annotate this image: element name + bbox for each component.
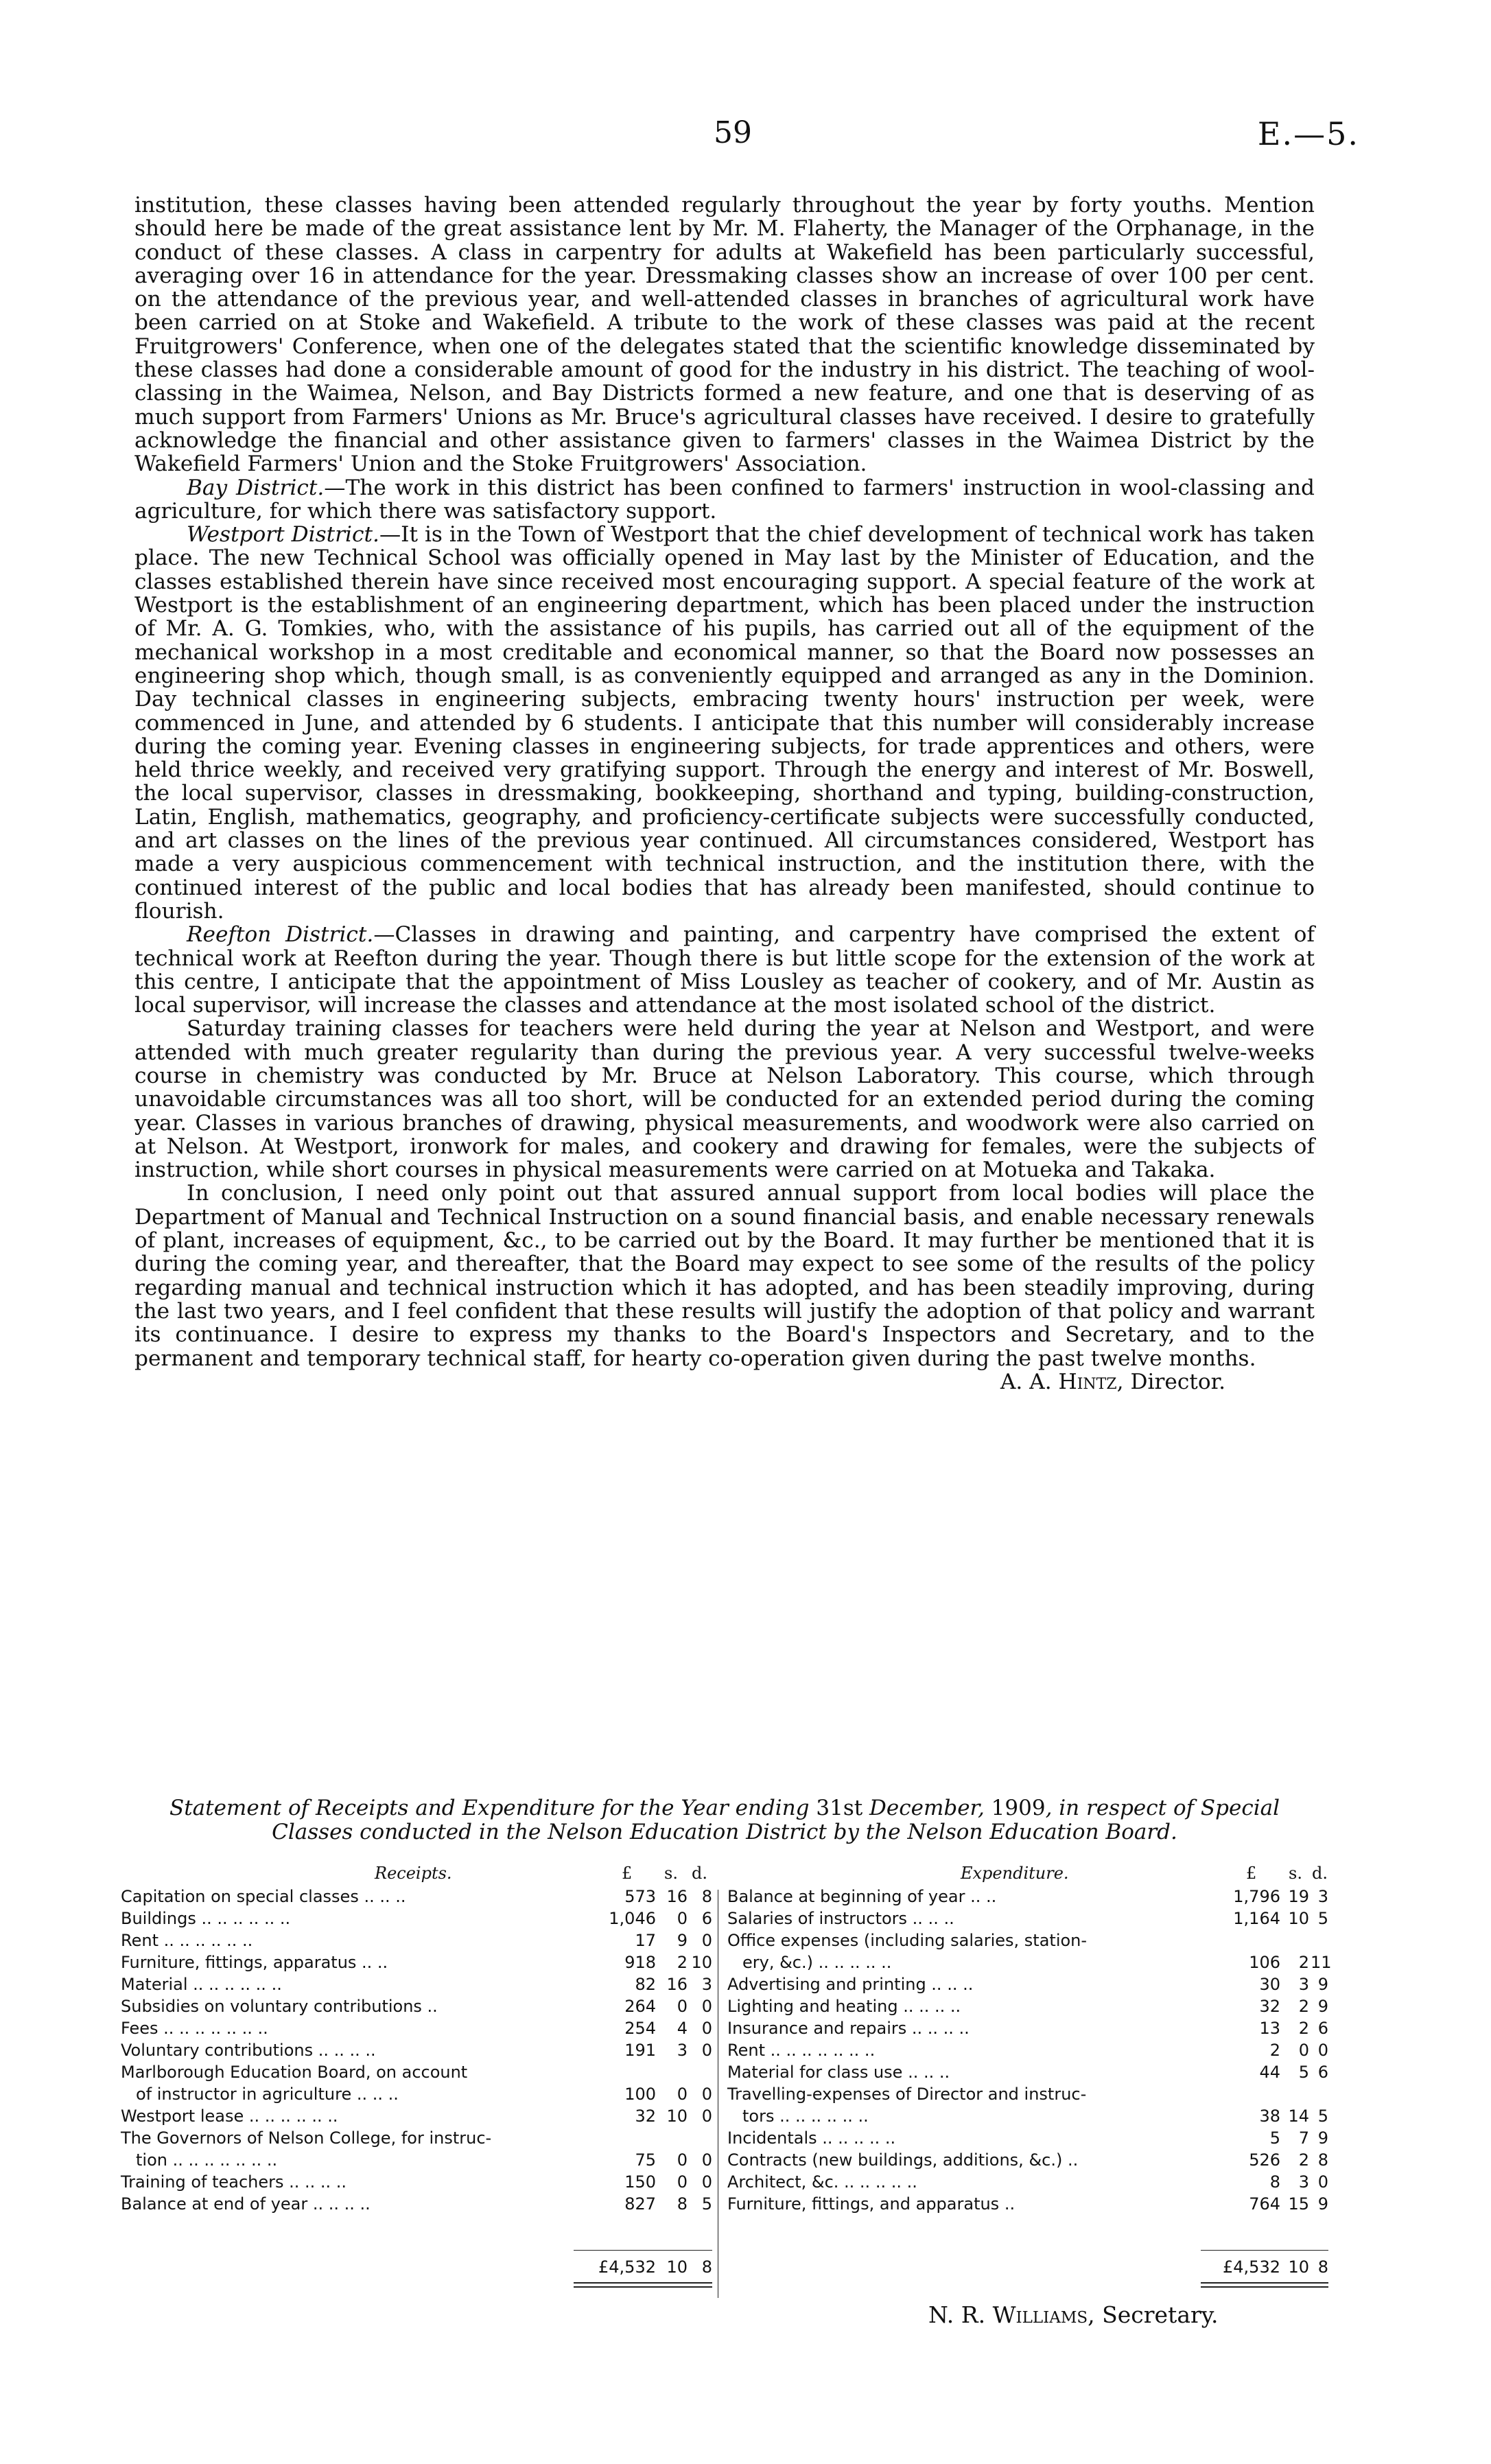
row-shillings: 0 xyxy=(677,2150,688,2170)
expenditure-rows xyxy=(727,1886,1332,2215)
row-label: The Governors of Nelson College, for instruc- xyxy=(121,2128,492,2148)
row-shillings: 0 xyxy=(677,1909,688,1928)
row-shillings: 9 xyxy=(677,1931,688,1950)
row-pounds: 1,046 xyxy=(609,1909,656,1928)
statement-row xyxy=(727,2127,1328,2149)
row-pence: 0 xyxy=(1317,2172,1328,2192)
total-pence: 8 xyxy=(701,2257,712,2277)
row-pounds: 264 xyxy=(624,1997,656,2016)
row-pence: 0 xyxy=(1317,2041,1328,2060)
statement-row xyxy=(121,2171,712,2193)
row-pounds: 17 xyxy=(635,1931,656,1950)
row-pounds: 106 xyxy=(1249,1953,1280,1972)
row-pence: 9 xyxy=(1317,1997,1328,2016)
district-text: —Classes in drawing and painting, and carpentry have comprised the extent of technical work at Reefton during the year. Though there is but little scope for the extension of the work at this centre, I anticipate that the appointment of Miss Lousley as teacher of cookery, and of Mr. Austin as local supervisor, will increase the classes and attendance at the most isolated school of the district. xyxy=(134,922,1315,1018)
row-pence: 6 xyxy=(701,1909,712,1928)
row-label: Contracts (new buildings, additions, &c.) .. xyxy=(727,2150,1079,2170)
row-pence: 6 xyxy=(1317,2063,1328,2082)
row-shillings: 0 xyxy=(1298,2041,1309,2060)
row-pence: 11 xyxy=(1311,1953,1332,1972)
statement-row xyxy=(121,1929,712,1951)
statement-row xyxy=(727,2171,1328,2193)
row-pence: 5 xyxy=(1317,1909,1328,1928)
statement-row xyxy=(121,1995,712,2017)
row-pounds: 5 xyxy=(1269,2128,1280,2148)
title-part: December, xyxy=(862,1796,991,1820)
row-label: Lighting and heating .. .. .. .. xyxy=(727,1997,961,2016)
statement-row xyxy=(727,2193,1328,2215)
row-shillings: 10 xyxy=(1288,1909,1309,1928)
row-shillings: 2 xyxy=(1298,1953,1309,1972)
statement-row xyxy=(727,2149,1328,2171)
title-part: 31st xyxy=(816,1796,863,1820)
statement-row xyxy=(121,2017,712,2039)
row-pounds: 8 xyxy=(1269,2172,1280,2192)
row-label: Furniture, fittings, and apparatus .. xyxy=(727,2194,1015,2214)
row-shillings: 3 xyxy=(1298,1975,1309,1994)
row-label: Material for class use .. .. .. xyxy=(727,2063,950,2082)
total-pounds: £4,532 xyxy=(1223,2257,1280,2277)
statement-row xyxy=(121,2061,712,2105)
row-pence: 6 xyxy=(1317,2019,1328,2038)
receipts-total-rule xyxy=(574,2250,712,2251)
total-shillings: 10 xyxy=(666,2257,688,2277)
row-pounds: 1,164 xyxy=(1233,1909,1280,1928)
pence-unit: d. xyxy=(1312,1864,1328,1883)
statement-row xyxy=(727,1929,1332,1973)
title-part: , in respect of Special xyxy=(1045,1796,1280,1820)
row-label: Salaries of instructors .. .. .. xyxy=(727,1909,954,1928)
total-shillings: 10 xyxy=(1288,2257,1309,2277)
statement-title-line-2: Classes conducted in the Nelson Education District by the Nelson Education Board. xyxy=(272,1820,1177,1844)
expenditure-double-rule xyxy=(1201,2282,1328,2288)
row-pence: 0 xyxy=(701,2041,712,2060)
row-shillings: 3 xyxy=(677,2041,688,2060)
expenditure-header xyxy=(727,1862,1328,1886)
row-shillings: 0 xyxy=(677,2172,688,2192)
statement-row xyxy=(727,1973,1328,1995)
row-shillings: 2 xyxy=(1298,2150,1309,2170)
row-label: Buildings .. .. .. .. .. .. xyxy=(121,1909,291,1928)
statement-row xyxy=(727,2061,1328,2083)
row-label: Travelling-expenses of Director and instruc- xyxy=(727,2085,1087,2104)
row-pence: 9 xyxy=(1317,1975,1328,1994)
signature-role: , Secretary. xyxy=(1088,2301,1219,2328)
statement-row xyxy=(727,1995,1328,2017)
row-pence: 0 xyxy=(701,2150,712,2170)
row-shillings: 3 xyxy=(1298,2172,1309,2192)
expenditure-total-rule xyxy=(1201,2250,1328,2251)
row-shillings: 5 xyxy=(1298,2063,1309,2082)
statement-row xyxy=(121,1973,712,1995)
row-pence: 0 xyxy=(701,2172,712,2192)
row-pounds: 1,796 xyxy=(1233,1887,1280,1906)
receipts-heading: Receipts. xyxy=(375,1864,452,1883)
row-pence: 5 xyxy=(1317,2107,1328,2126)
secretary-signature xyxy=(928,2301,1219,2328)
row-label: Training of teachers .. .. .. .. xyxy=(121,2172,347,2192)
row-shillings: 0 xyxy=(677,1997,688,2016)
receipts-double-rule xyxy=(574,2282,712,2288)
row-shillings: 14 xyxy=(1288,2107,1309,2126)
row-pounds: 32 xyxy=(635,2107,656,2126)
expenditure-heading: Expenditure. xyxy=(961,1864,1069,1883)
row-pounds: 100 xyxy=(624,2085,656,2104)
statement-row xyxy=(727,1908,1328,1929)
total-pence: 8 xyxy=(1317,2257,1328,2277)
row-pounds: 13 xyxy=(1259,2019,1280,2038)
row-shillings: 2 xyxy=(1298,1997,1309,2016)
row-pounds: 38 xyxy=(1259,2107,1280,2126)
row-pounds: 918 xyxy=(624,1953,656,1972)
district-name: Westport District. xyxy=(187,522,379,548)
paragraph-saturday-classes: Saturday training classes for teachers were held during the year at Nelson and Westport, and were attended with much greater regularity than during the previous year. A very successful twelve-weeks course in chemistry was conducted by Mr. Bruce at Nelson Laboratory. This course, which through unavoidable circumstances was all too short, will be conducted for an extended period during the coming year. Classes in various branches of drawing, physical measurements, and woodwork were also carried on at Nelson. At Westport, ironwork for males, and cookery and drawing for females, were the subjects of instruction, while short courses in physical measurements were carried on at Motueka and Takaka. xyxy=(134,1016,1315,1183)
row-label-continued: tors .. .. .. .. .. .. xyxy=(742,2107,869,2126)
row-shillings: 16 xyxy=(666,1887,688,1906)
row-shillings: 16 xyxy=(666,1975,688,1994)
statement-row xyxy=(121,1951,712,1973)
pounds-unit: £ xyxy=(622,1864,633,1883)
row-pounds: 32 xyxy=(1259,1997,1280,2016)
expenditure-column xyxy=(727,1862,1332,2215)
signature-name: Hintz xyxy=(1058,1369,1117,1394)
row-shillings: 10 xyxy=(666,2107,688,2126)
statement-title xyxy=(134,1796,1315,1844)
signature-role: , Director. xyxy=(1116,1369,1225,1394)
row-label: Voluntary contributions .. .. .. .. xyxy=(121,2041,376,2060)
row-pounds: 526 xyxy=(1249,2150,1280,2170)
row-label: Insurance and repairs .. .. .. .. xyxy=(727,2019,970,2038)
receipts-rows xyxy=(121,1886,712,2215)
statement-row xyxy=(121,2039,712,2061)
row-pence: 9 xyxy=(1317,2128,1328,2148)
title-part: Statement of Receipts and Expenditure for the Year ending xyxy=(169,1796,817,1820)
row-shillings: 0 xyxy=(677,2085,688,2104)
pounds-unit: £ xyxy=(1246,1864,1257,1883)
row-label-continued: ery, &c.) .. .. .. .. .. xyxy=(742,1953,892,1972)
total-pounds: £4,532 xyxy=(598,2257,656,2277)
row-label: Rent .. .. .. .. .. .. .. xyxy=(727,2041,876,2060)
pence-unit: d. xyxy=(692,1864,707,1883)
statement-row xyxy=(727,2017,1328,2039)
row-label: Advertising and printing .. .. .. xyxy=(727,1975,974,1994)
row-pence: 10 xyxy=(691,1953,712,1972)
row-label: Architect, &c. .. .. .. .. .. xyxy=(727,2172,917,2192)
row-pence: 0 xyxy=(701,2019,712,2038)
signature-initials: N. R. xyxy=(928,2301,986,2328)
row-label-continued: of instructor in agriculture .. .. .. xyxy=(136,2085,399,2104)
row-shillings: 8 xyxy=(677,2194,688,2214)
row-pounds: 2 xyxy=(1269,2041,1280,2060)
row-label: Fees .. .. .. .. .. .. .. xyxy=(121,2019,268,2038)
row-pounds: 82 xyxy=(635,1975,656,1994)
district-name: Bay District. xyxy=(187,475,325,500)
conclusion-text: In conclusion, I need only point out that assured annual support from local bodies will place the Department of Manual and Technical Instruction on a sound financial basis, and enable necessary renewals of plant, increases of equipment, &c., to be carried out by the Board. It may further be mentioned that it is during the coming year, and thereafter, that the Board may expect to see some of the results of the policy regarding manual and technical instruction which it has adopted, and has been steadily improving, during the last two years, and I feel confident that these results will justify the adoption of that policy and warrant its continuance. I desire to express my thanks to the Board's Inspectors and Secretary, and to the permanent and temporary technical staff, for hearty co-operation given during the past twelve months. xyxy=(134,1181,1315,1371)
row-pence: 8 xyxy=(1317,2150,1328,2170)
row-pence: 0 xyxy=(701,1997,712,2016)
row-pounds: 44 xyxy=(1259,2063,1280,2082)
receipts-column xyxy=(121,1862,712,2215)
row-shillings: 7 xyxy=(1298,2128,1309,2148)
row-shillings: 4 xyxy=(677,2019,688,2038)
shillings-unit: s. xyxy=(664,1864,678,1883)
row-label: Balance at end of year .. .. .. .. xyxy=(121,2194,371,2214)
row-pence: 3 xyxy=(1317,1887,1328,1906)
report-body xyxy=(134,193,1315,1394)
row-pounds: 75 xyxy=(635,2150,656,2170)
row-pence: 9 xyxy=(1317,2194,1328,2214)
statement-title-line-1 xyxy=(134,1796,1315,1820)
row-label: Capitation on special classes .. .. .. xyxy=(121,1887,406,1906)
row-label-continued: tion .. .. .. .. .. .. .. xyxy=(136,2150,278,2170)
statement-row xyxy=(121,2127,712,2171)
row-shillings: 19 xyxy=(1288,1887,1309,1906)
row-label: Rent .. .. .. .. .. .. xyxy=(121,1931,253,1950)
row-pounds: 764 xyxy=(1249,2194,1280,2214)
row-label: Material .. .. .. .. .. .. xyxy=(121,1975,282,1994)
paragraph-bay-district xyxy=(134,476,1315,524)
statement-row xyxy=(727,2039,1328,2061)
row-pounds: 254 xyxy=(624,2019,656,2038)
row-pence: 0 xyxy=(701,2107,712,2126)
row-shillings: 2 xyxy=(677,1953,688,1972)
paragraph-reefton-district xyxy=(134,923,1315,1017)
row-pence: 3 xyxy=(701,1975,712,1994)
row-pounds: 573 xyxy=(624,1887,656,1906)
statement-row xyxy=(727,2083,1328,2127)
document-reference: E.—5. xyxy=(1257,115,1359,152)
page-number: 59 xyxy=(714,115,752,150)
row-pence: 8 xyxy=(701,1887,712,1906)
signature-name: Williams xyxy=(992,2301,1088,2328)
row-pounds: 30 xyxy=(1259,1975,1280,1994)
row-label: Westport lease .. .. .. .. .. .. xyxy=(121,2107,338,2126)
signature-initials: A. A. xyxy=(1000,1369,1052,1394)
row-label: Balance at beginning of year .. .. xyxy=(727,1887,997,1906)
paragraph-westport-district xyxy=(134,523,1315,923)
director-signature xyxy=(948,1370,1315,1394)
row-label: Office expenses (including salaries, station- xyxy=(727,1931,1088,1950)
paragraph-conclusion xyxy=(134,1181,1315,1394)
row-label: Furniture, fittings, apparatus .. .. xyxy=(121,1953,388,1972)
row-pence: 0 xyxy=(701,2085,712,2104)
statement-row xyxy=(121,1908,712,1929)
row-label: Marlborough Education Board, on account xyxy=(121,2063,468,2082)
row-shillings: 2 xyxy=(1298,2019,1309,2038)
district-text: —The work in this district has been confined to farmers' instruction in wool-classing and agriculture, for which there was satisfactory support. xyxy=(134,475,1315,524)
row-label: Subsidies on voluntary contributions .. xyxy=(121,1997,438,2016)
statement-row xyxy=(727,1886,1328,1908)
row-shillings: 15 xyxy=(1288,2194,1309,2214)
shillings-unit: s. xyxy=(1289,1864,1302,1883)
title-part: 1909 xyxy=(991,1796,1046,1820)
paragraph-institution: institution, these classes having been attended regularly throughout the year by forty youths. Mention should here be made of the great assistance lent by Mr. M. Flaherty, the Manager of the Orphanage, in the conduct of these classes. A class in carpentry for adults at Wakefield has been particularly successful, averaging over 16 in attendance for the year. Dressmaking classes show an increase of over 100 per cent. on the attendance of the previous year, and well-attended classes in branches of agricultural work have been carried on at Stoke and Wakefield. A tribute to the work of these classes was paid at the recent Fruitgrowers' Conference, when one of the delegates stated that the scientific knowledge disseminated by these classes had done a considerable amount of good for the industry in his district. The teaching of wool-classing in the Waimea, Nelson, and Bay Districts formed a new feature, and one that is deserving of as much support from Farmers' Unions as Mr. Bruce's agricultural classes have received. I desire to gratefully acknowledge the financial and other assistance given to farmers' classes in the Waimea District by the Wakefield Farmers' Union and the Stoke Fruitgrowers' Association. xyxy=(134,193,1315,477)
row-pence: 5 xyxy=(701,2194,712,2214)
district-name: Reefton District. xyxy=(187,922,374,948)
statement-row xyxy=(121,2105,712,2127)
row-pounds: 150 xyxy=(624,2172,656,2192)
row-pounds: 827 xyxy=(624,2194,656,2214)
row-pounds: 191 xyxy=(624,2041,656,2060)
district-text: —It is in the Town of Westport that the chief development of technical work has taken place. The new Technical School was officially opened in May last by the Minister of Education, and the classes established therein have since received most encouraging support. A special feature of the work at Westport is the establishment of an engineering department, which has been placed under the instruction of Mr. A. G. Tomkies, who, with the assistance of his pupils, has carried out all of the equipment of the mechanical workshop in a most creditable and economical manner, so that the Board now possesses an engineering shop which, though small, is as conveniently equipped and arranged as any in the Dominion. Day technical classes in engineering subjects, embracing twenty hours' instruction per week, were commenced in June, and attended by 6 students. I anticipate that this number will considerably increase during the coming year. Evening classes in engineering subjects, for trade apprentices and others, were held thrice weekly, and received very gratifying support. Through the energy and interest of Mr. Boswell, the local supervisor, classes in dressmaking, bookkeeping, shorthand and typing, building-construction, Latin, English, mathematics, geography, and proficiency-certificate subjects were successfully conducted, and art classes on the lines of the previous year continued. All circumstances considered, Westport has made a very auspicious commencement with technical instruction, and the institution there, with the continued interest of the public and local bodies that has already been manifested, should continue to flourish. xyxy=(134,522,1315,924)
receipts-header xyxy=(121,1862,712,1886)
row-pence: 0 xyxy=(701,1931,712,1950)
statement-row xyxy=(121,2193,712,2215)
statement-row xyxy=(121,1886,712,1908)
row-label: Incidentals .. .. .. .. .. xyxy=(727,2128,896,2148)
